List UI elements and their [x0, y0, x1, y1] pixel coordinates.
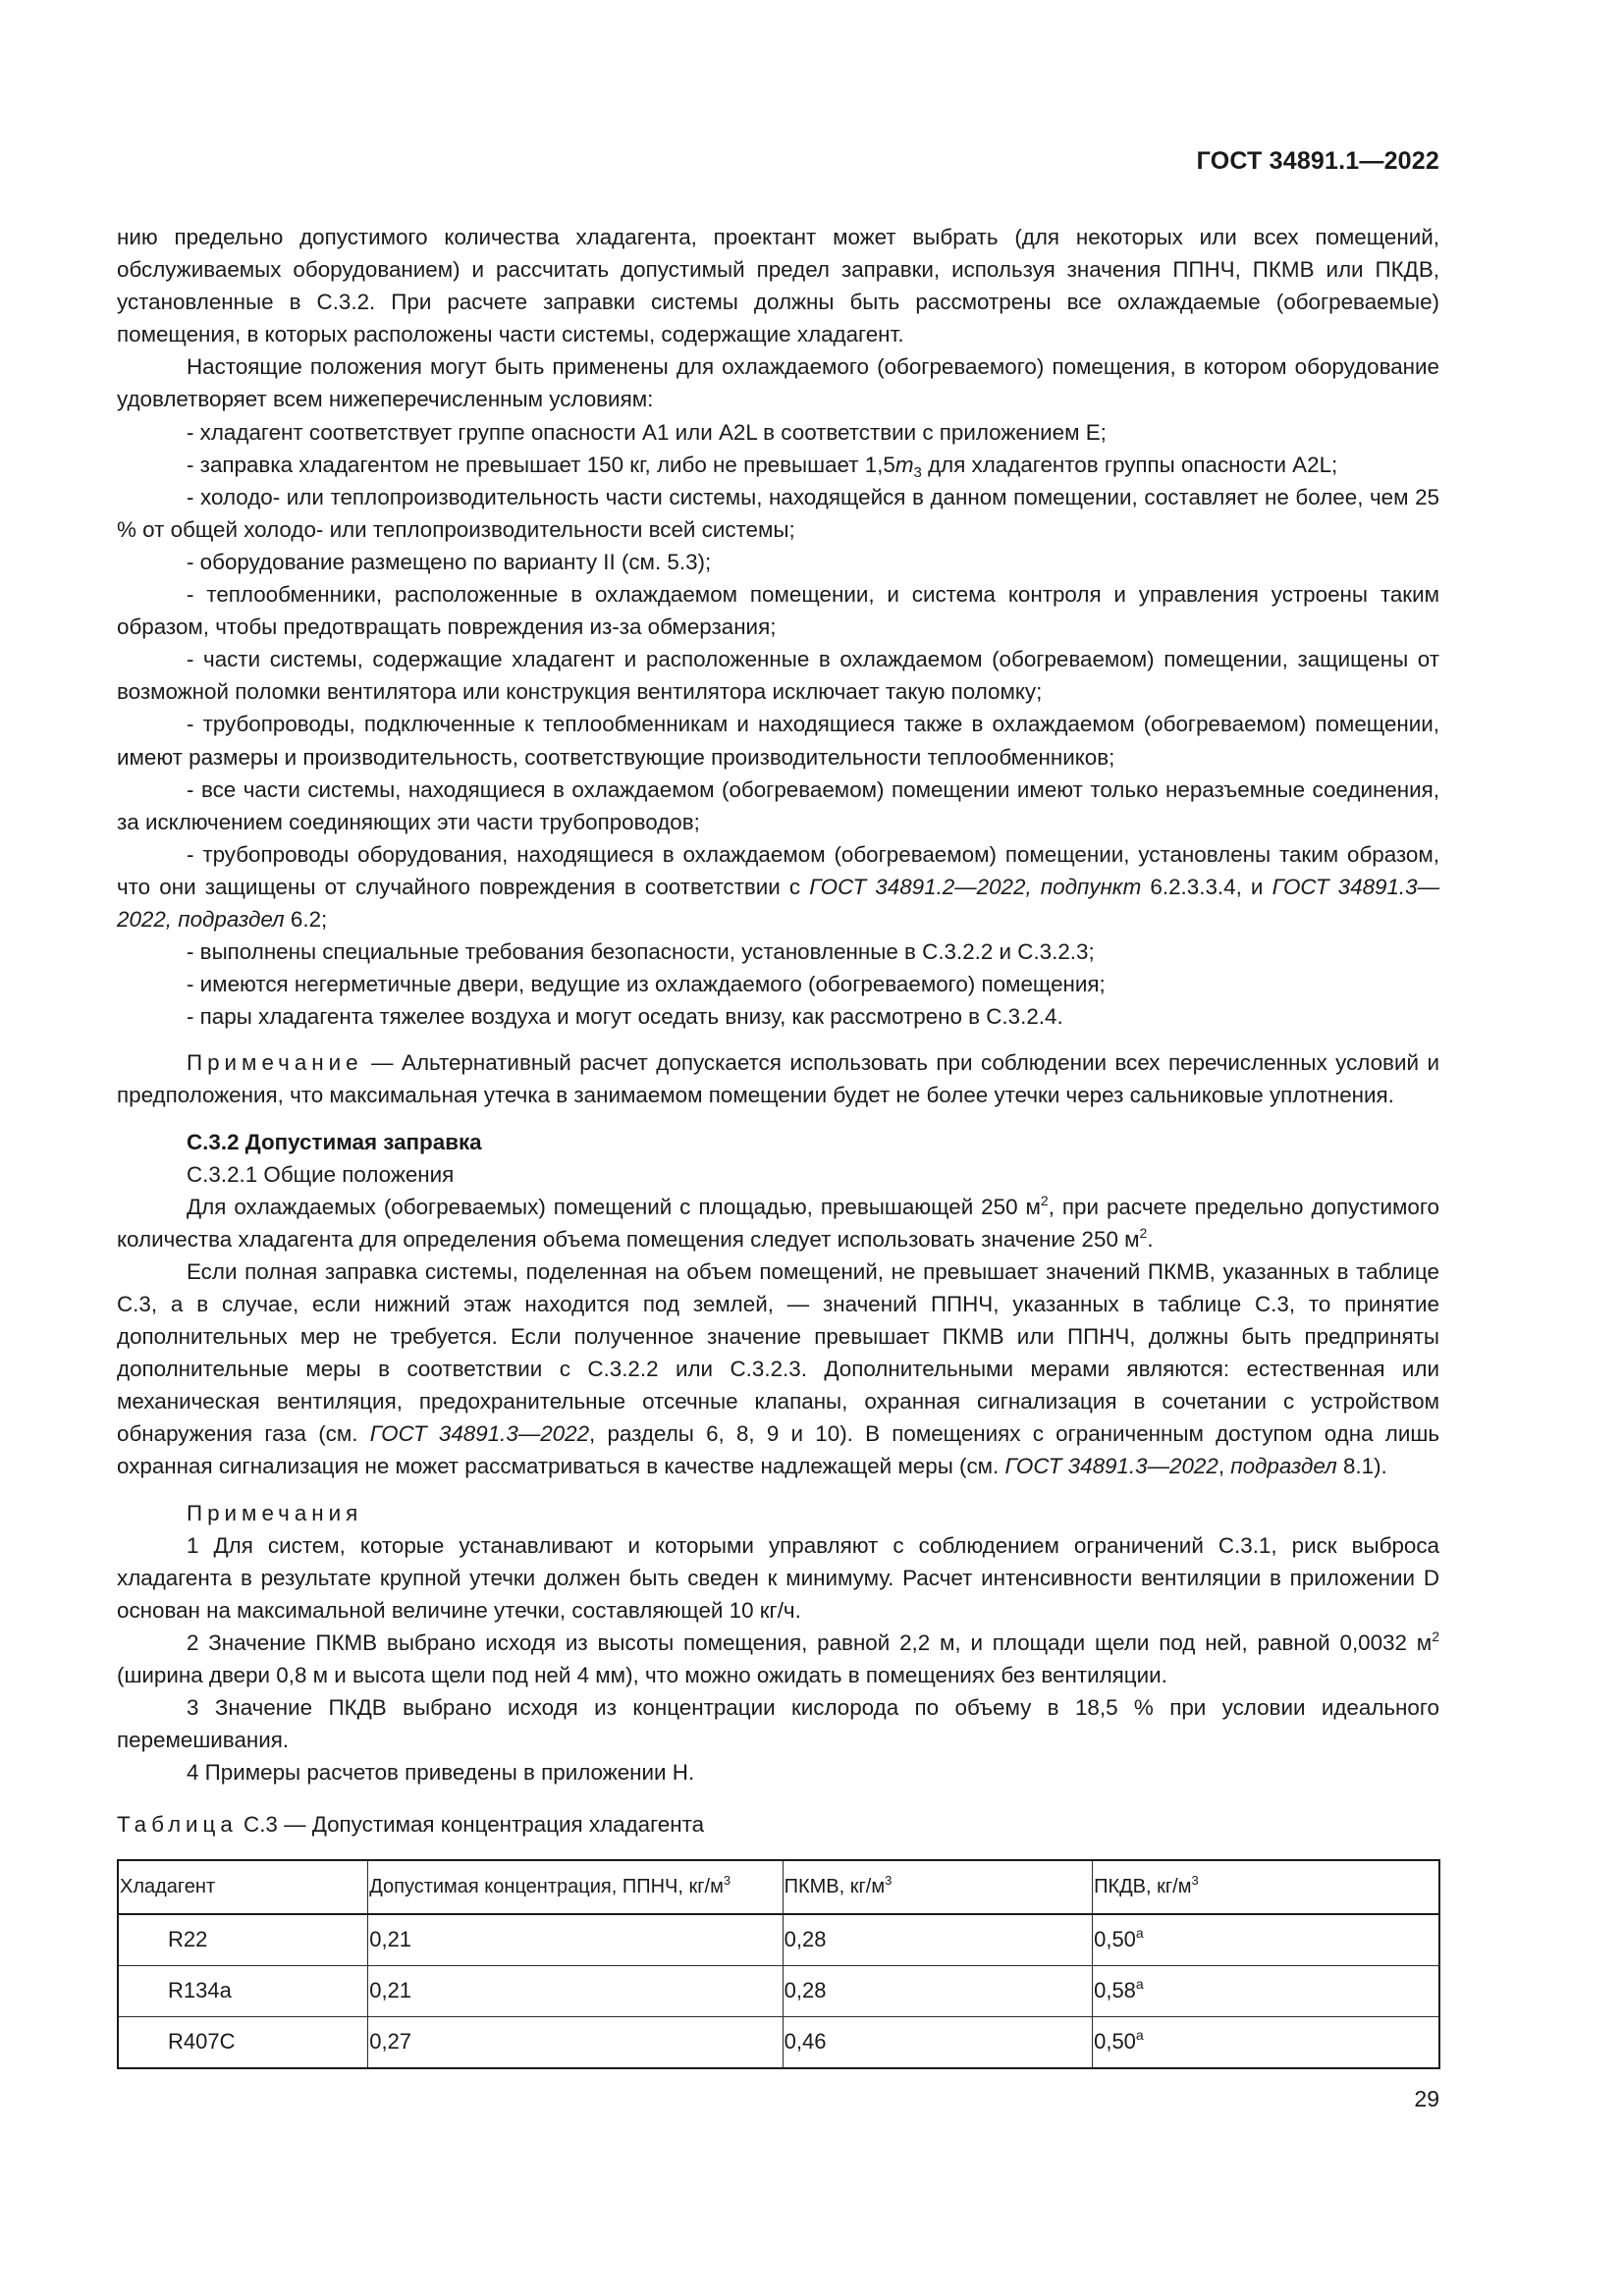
subsection-heading: С.3.2.1 Общие положения	[187, 1161, 455, 1187]
table-row	[118, 2016, 1439, 2068]
table-caption: Таблица С.3 — Допустимая концентрация хладагента	[117, 1812, 705, 1838]
column-header: Допустимая концентрация, ППНЧ, $кг/м^3$	[368, 1860, 783, 1914]
column-header: ПКМВ, $кг/м^3$	[783, 1860, 1092, 1914]
document-body	[117, 221, 1439, 2069]
table-row	[118, 1914, 1439, 1966]
document-number: ГОСТ 34891.1—2022	[1196, 147, 1439, 175]
list-item: - теплообменники, расположенные в охлаждаемом помещении, и система контроля и управления устроены таким образом, чтобы предотвращать повреждения из-за обмерзания;	[117, 582, 1439, 640]
note-item: 1 Для систем, которые устанавливают и которыми управляют с соблюдением ограничений С.3.1, риск выброса хладагента в результате крупной утечки должен быть сведен к минимуму. Расчет интенсивности вентиляции в приложении D основан на максимальной величине утечки, составляющей 10 кг/ч.	[117, 1532, 1439, 1623]
column-header: ПКДВ, $кг/м^3$	[1093, 1860, 1439, 1914]
table-cell: R407C	[118, 2016, 368, 2068]
table-cell: 0,28	[783, 1914, 1092, 1966]
table-cell: 0,27	[368, 2016, 783, 2068]
table-cell: 0,21	[368, 1965, 783, 2016]
list-item: - части системы, содержащие хладагент и расположенные в охлаждаемом (обогреваемом) помещении, защищены от возможной поломки вентилятора или конструкция вентилятора исключает такую поломку;	[117, 647, 1439, 705]
list-item: - оборудование размещено по варианту II (см. 5.3);	[187, 549, 712, 574]
section-heading: С.3.2 Допустимая заправка	[187, 1129, 482, 1154]
table-cell: R134a	[118, 1965, 368, 2016]
paragraph-conditions-intro: Настоящие положения могут быть применены для охлаждаемого (обогреваемого) помещения, в котором оборудование удовлетворяет всем нижеперечисленным условиям:	[117, 354, 1439, 412]
note: Примечание — Альтернативный расчет допускается использовать при соблюдении всех перечисленных условий и предположения, что максимальная утечка в занимаемом помещении будет не более утечки через сальниковые уплотнения.	[117, 1050, 1439, 1108]
table-header-row	[118, 1860, 1439, 1914]
table-cell: 0,50$^a$	[1093, 1914, 1439, 1966]
table-cell: 0,21	[368, 1914, 783, 1966]
list-item: - выполнены специальные требования безопасности, установленные в С.3.2.2 и С.3.2.3;	[187, 939, 1095, 965]
list-item: - пары хладагента тяжелее воздуха и могут оседать внизу, как рассмотрено в С.3.2.4.	[187, 1004, 1063, 1030]
table-cell: 0,46	[783, 2016, 1092, 2068]
table-cell: 0,58$^a$	[1093, 1965, 1439, 2016]
list-item: - хладагент соответствует группе опасности А1 или А2L в соответствии с приложением Е;	[187, 419, 1107, 445]
note-item: 4 Примеры расчетов приведены в приложении Н.	[187, 1760, 695, 1786]
list-item: - холодо- или теплопроизводительность части системы, находящейся в данном помещении, составляет не более, чем 25 % от общей холодо- или теплопроизводительности всей системы;	[117, 484, 1439, 542]
note-item: 3 Значение ПКДВ выбрано исходя из концентрации кислорода по объему в 18,5 % при условии идеального перемешивания.	[117, 1695, 1439, 1753]
paragraph: Если полная заправка системы, поделенная на объем помещений, не превышает значений ПКМВ, указанных в таблице С.3, а в случае, если нижний этаж находится под землей, — значений ППНЧ, указанных в таблице С.3, то принятие дополнительных мер не требуется. Если полученное значение превышает ПКМВ или ППНЧ, должны быть предприняты дополнительные меры в соответствии с С.3.2.2 или С.3.2.3. Дополнительными мерами являются: естественная или механическая вентиляция, предохранительные отсечные клапаны, охранная сигнализация в сочетании с устройством обнаружения газа (см. ГОСТ 34891.3—2022, разделы 6, 8, 9 и 10). В помещениях с ограниченным доступом одна лишь охранная сигнализация не может рассматриваться в качестве надлежащей меры (см. ГОСТ 34891.3—2022, подраздел 8.1).	[117, 1258, 1439, 1479]
list-item: - трубопроводы оборудования, находящиеся в охлаждаемом (обогреваемом) помещении, установлены таким образом, что они защищены от случайного повреждения в соответствии с ГОСТ 34891.2—2022, подпункт 6.2.3.3.4, и ГОСТ 34891.3—2022, подраздел 6.2;	[117, 841, 1439, 932]
table-row	[118, 1965, 1439, 2016]
page-number: 29	[1414, 2086, 1439, 2111]
table-cell: 0,28	[783, 1965, 1092, 2016]
note-item: 2 Значение ПКМВ выбрано исходя из высоты помещения, равной 2,2 м, и площади щели под ней, равной 0,0032 $м^2$ (ширина двери 0,8 м и высота щели под ней 4 мм), что можно ожидать в помещениях без вентиляции.	[117, 1628, 1439, 1688]
list-item: - заправка хладагентом не превышает 150 кг, либо не превышает $1,5m_3$ для хладагентов группы опасности А2L;	[187, 452, 1338, 481]
concentration-table	[117, 1859, 1440, 2069]
table-cell: 0,50$^a$	[1093, 2016, 1439, 2068]
paragraph: Для охлаждаемых (обогреваемых) помещений с площадью, превышающей 250 $м^2$, при расчете предельно допустимого количества хладагента для определения объема помещения следует использовать значение 250 $м^2$.	[117, 1192, 1439, 1252]
table-cell: R22	[118, 1914, 368, 1966]
list-item: - имеются негерметичные двери, ведущие из охлаждаемого (обогреваемого) помещения;	[187, 972, 1106, 997]
list-item: - трубопроводы, подключенные к теплообменникам и находящиеся также в охлаждаемом (обогреваемом) помещении, имеют размеры и производительность, соответствующие производительности теплообменников;	[117, 712, 1439, 770]
paragraph-continuation: нию предельно допустимого количества хладагента, проектант может выбрать (для некоторых или всех помещений, обслуживаемых оборудованием) и рассчитать допустимый предел заправки, используя значения ППНЧ, ПКМВ или ПКДВ, установленные в С.3.2. При расчете заправки системы должны быть рассмотрены все охлаждаемые (обогреваемые) помещения, в которых расположены части системы, содержащие хладагент.	[117, 225, 1439, 347]
column-header: Хладагент	[118, 1860, 368, 1914]
note-label: Примечание	[187, 1050, 363, 1076]
list-item: - все части системы, находящиеся в охлаждаемом (обогреваемом) помещении имеют только неразъемные соединения, за исключением соединяющих эти части трубопроводов;	[117, 776, 1439, 834]
notes-label: Примечания	[187, 1500, 363, 1525]
